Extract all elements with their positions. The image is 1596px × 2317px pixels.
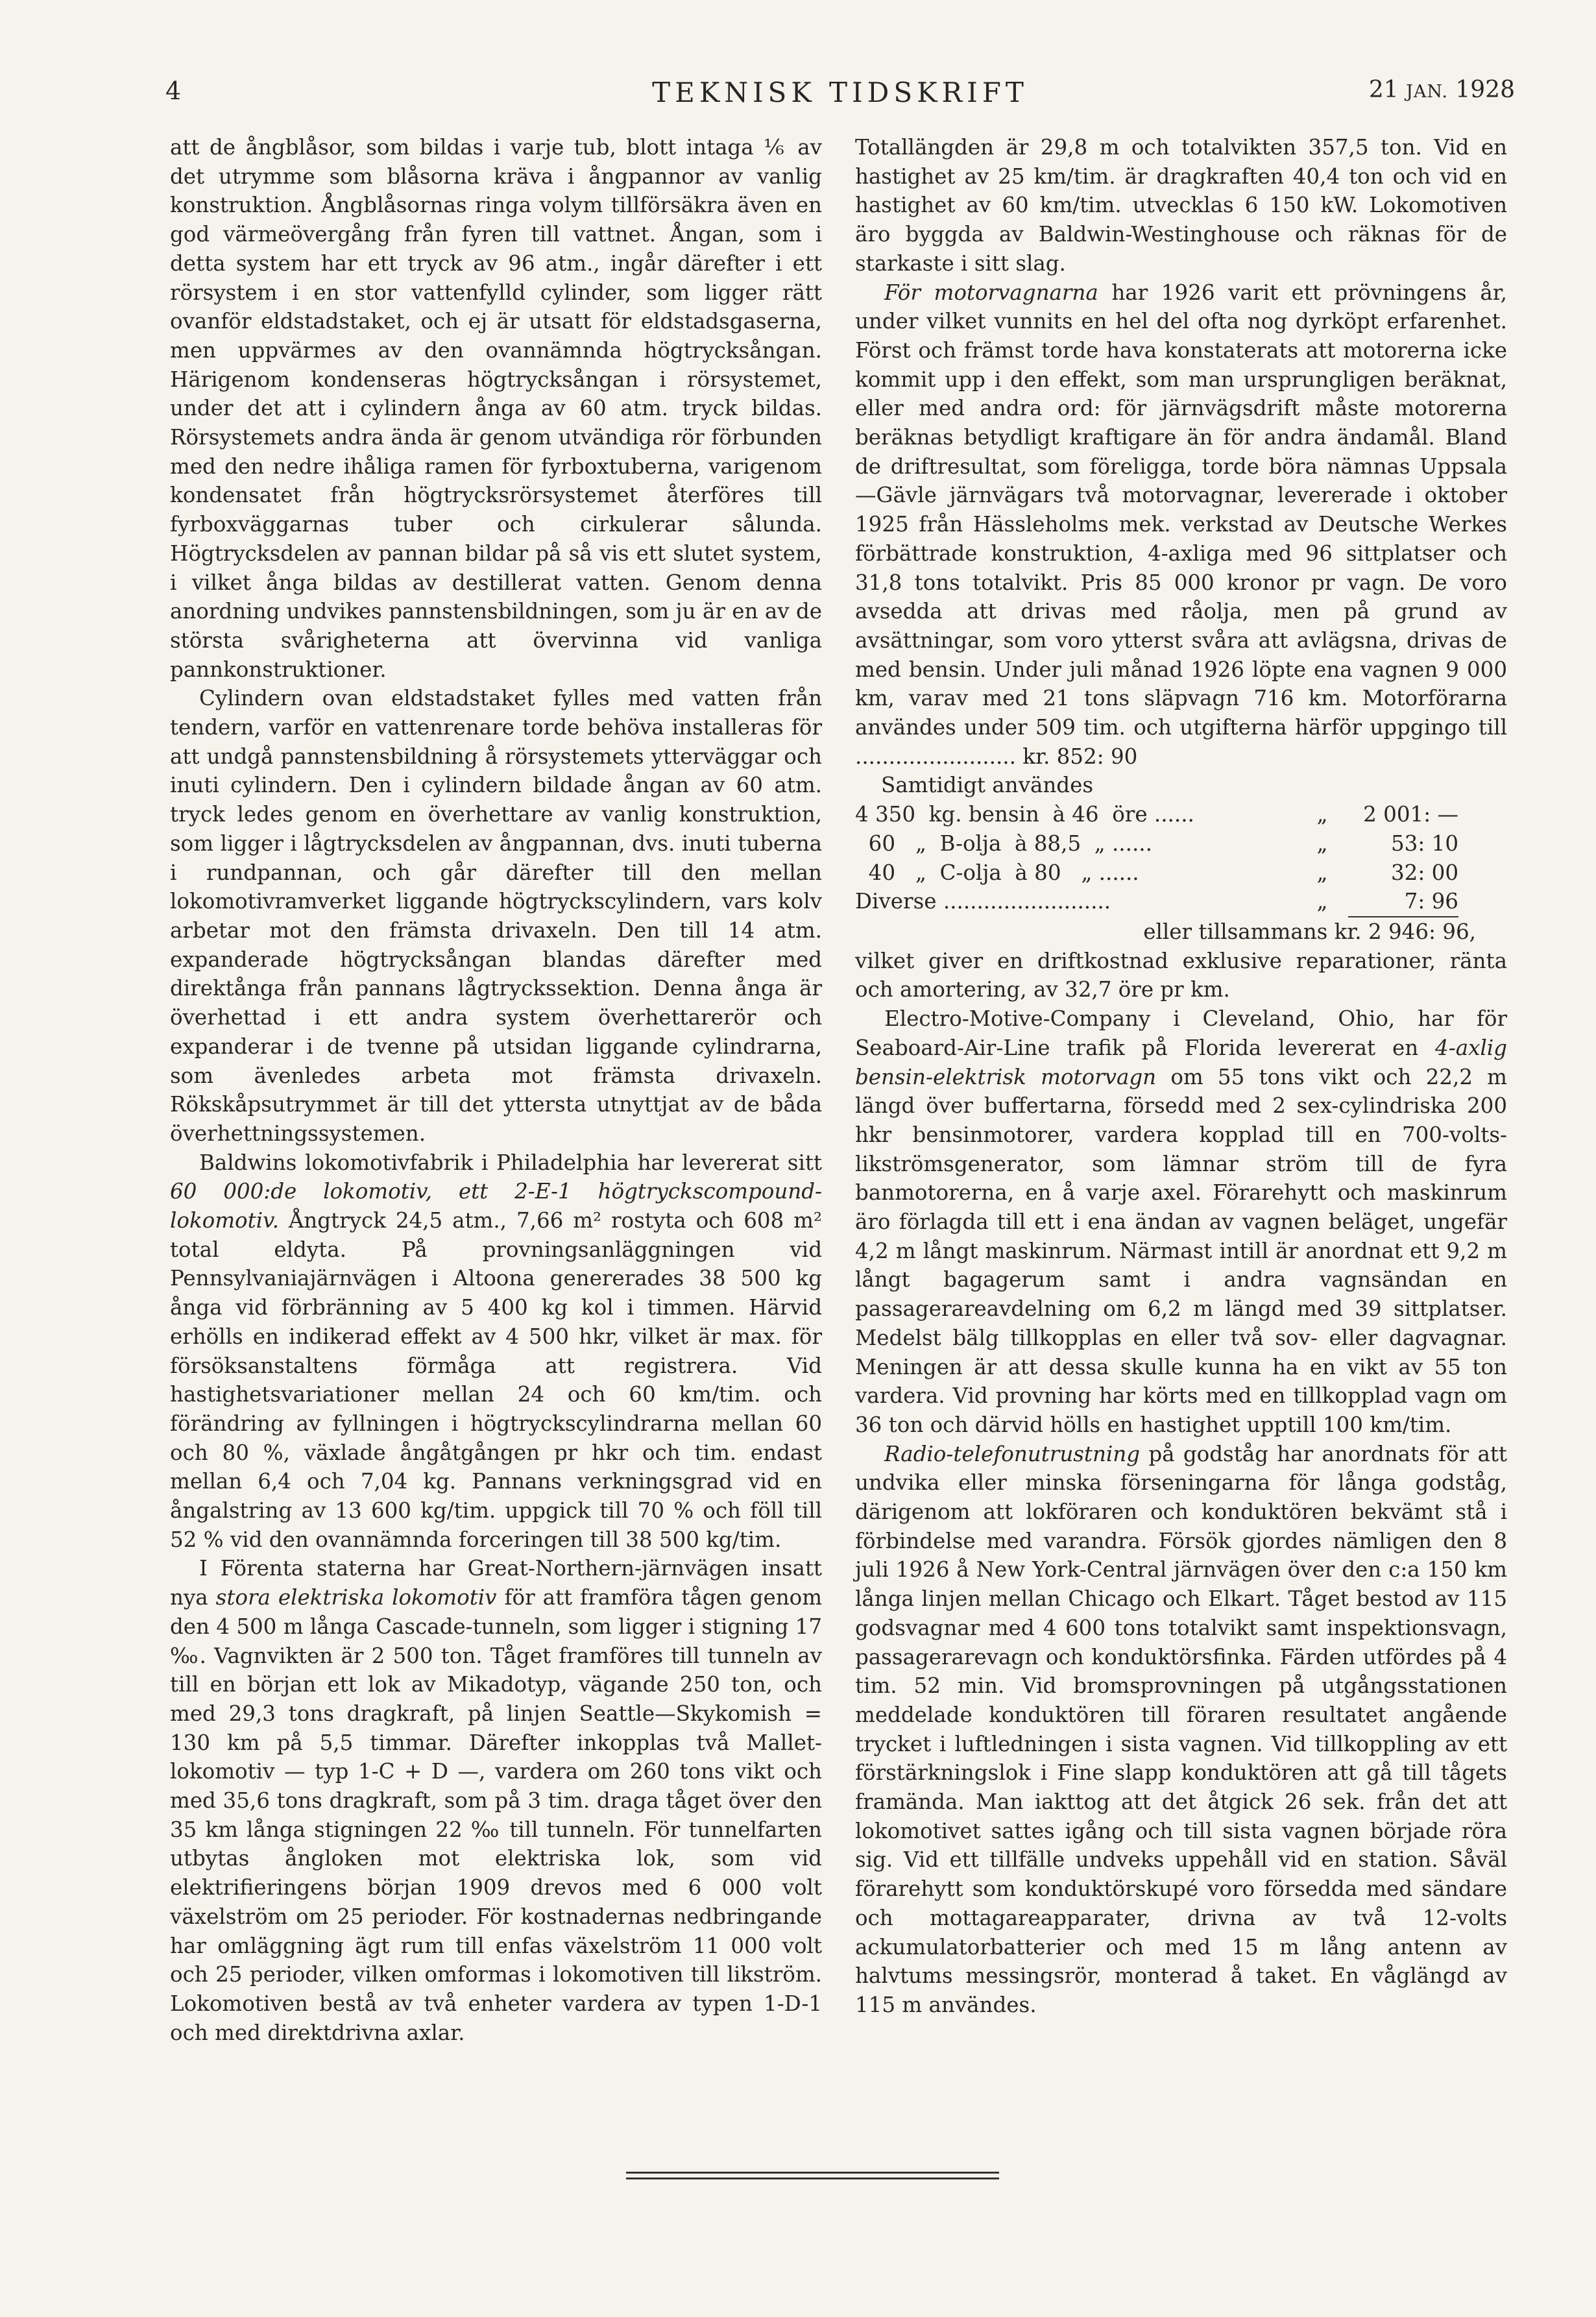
cost-table-row: 4 350 kg. bensin à 46 öre ...... „ 2 001: — [855, 802, 1458, 827]
paragraph-steam-bubbles: att de ångblåsor, som bildas i varje tub, blott intaga ⅙ av det utrymme som blåsorna kräva i ångpannor av vanlig konstruktion. Ångblåsornas ringa volym tillförsäkra även en god värmeövergång från fyren till vattnet. Ångan, som i detta system har ett tryck av 96 atm., ingår därefter i ett rörsystem i en stor vattenfylld cylinder, som ligger rätt ovanför eldstadstaket, och ej är utsatt för eldstadsgaserna, men uppvärmes av den ovannämnda högtrycksångan. Härigenom kondenseras högtrycksångan i rörsystemet, under det att i cylindern ånga av 60 atm. tryck bildas. Rörsystemets andra ända är genom utvändiga rör förbunden med den nedre ihåliga ramen för fyrboxtuberna, varigenom kondensatet från högtrycksrörsystemet återföres till fyrboxväggarnas tuber och cirkulerar sålunda. Högtrycksdelen av pannan bildar på så vis ett slutet system, i vilket ånga bildas av destillerat vatten. Genom denna anordning undvikes pannstensbildningen, som ju är en av de största svårigheterna att övervinna vid vanliga pannkonstruktioner. [170, 135, 822, 682]
emphasis-motor-car: 4-axlig bensin-elektrisk motorvagn [855, 1035, 1507, 1089]
paragraph-operating-cost: vilket giver en driftkostnad exklusive reparationer, ränta och amortering, av 32,7 öre pr km. [855, 948, 1507, 1002]
paragraph-great-northern: I Förenta staterna har Great-Northern-järnvägen insatt nya stora elektriska lokomotiv för att framföra tågen genom den 4 500 m långa Cascade-tunneln, som ligger i stigning 17 ‰. Vagnvikten är 2 500 ton. Tåget framföres till tunneln av till en början ett lok av Mikadotyp, vägande 250 ton, och med 29,3 tons dragkraft, på linjen Seattle—Skykomish = 130 km på 5,5 timmar. Därefter inkopplas två Mallet-lokomotiv — typ 1-C + D —, vardera om 260 tons vikt och med 35,6 tons dragkraft, som på 3 tim. draga tåget över den 35 km långa stigningen 22 ‰ till tunneln. För tunnelfarten utbytas ångloken mot elektriska lok, som vid elektrifieringens början 1909 drevos med 6 000 volt växelström om 25 perioder. För kostnadernas nedbringande har omläggning ägt rum till enfas växelström 11 000 volt och 25 perioder, vilken omformas i lokomotiven till likström. Lokomotiven bestå av två enheter vardera av typen 1-D-1 och med direktdrivna axlar. [170, 1556, 823, 2045]
paragraph-baldwin: Baldwins lokomotivfabrik i Philadelphia har levererat sitt 60 000:de lokomotiv, ett 2-E-1 högtryckscompound-lokomotiv. Ångtryck 24,5 atm., 7,66 m² rostyta och 608 m² total eldyta. På provningsanläggningen vid Pennsylvaniajärnvägen i Altoona genererades 38 500 kg ånga vid förbränning av 5 400 kg kol i timmen. Härvid erhölls en indikerad effekt av 4 500 hkr, vilket är max. för försöksanstaltens förmåga att registrera. Vid hastighetsvariationer mellan 24 och 60 km/tim. och förändring av fyllningen i högtryckscylindrarna mellan 60 och 80 %, växlade ångåtgången pr hkr och tim. endast mellan 6,4 och 7,04 kg. Pannans verkningsgrad vid en ångalstring av 13 600 kg/tim. uppgick till 70 % och föll till 52 % vid den ovannämnda forceringen till 38 500 kg/tim. [170, 1150, 822, 1552]
paragraph-cylinder: Cylindern ovan eldstadstaket fylles med vatten från tendern, varför en vattenrenare torde behöva installeras för att undgå pannstensbildning å rörsystemets ytterväggar och inuti cylindern. Den i cylindern bildade ångan av 60 atm. tryck ledes genom en överhettare av vanlig konstruktion, som ligger i lågtrycksdelen av ångpannan, dvs. inuti tuberna i rundpannan, och går därefter till den mellan lokomotivramverket liggande högtryckscylindern, vars kolv arbetar mot den främsta drivaxeln. Den till 14 atm. expanderade högtrycksångan blandas därefter med direktånga från pannans lågtryckssektion. Denna ånga är överhettad i ett andra system överhettarerör och expanderar i de tvenne på utsidan liggande cylindrarna, som ävenledes arbeta mot främsta drivaxeln. Rökskåpsutrymmet är till det yttersta utnyttjat av de båda överhettningssystemen. [170, 686, 822, 1146]
page-number: 4 [165, 77, 182, 105]
issue-date: 21 JAN. 1928 [1368, 77, 1515, 103]
paragraph-radio: Radio-telefonutrustning på godståg har anordnats för att undvika eller minska förseningarna för långa godståg, därigenom att lokföraren och konduktören bekvämt stå i förbindelse med varandra. Försök gjordes nämligen den 8 juli 1926 å New York-Central järnvägen över den c:a 150 km långa linjen mellan Chicago och Elkart. Tåget bestod av 115 godsvagnar med 4 600 tons totalvikt samt inspektionsvagn, passagerarevagn och konduktörsfinka. Färden utfördes på 4 tim. 52 min. Vid bromsprovningen på utgångsstationen meddelade konduktören till föraren resultatet angående trycket i luftledningen i sista vagnen. Vid tillkoppling av ett förstärkningslok i Fine slapp konduktören att gå till tågets framända. Man iakttog att det åtgick 26 sek. från det att lokomotivet sattes igång och till sista vagnen började röra sig. Vid ett tillfälle undveks uppehåll vid en station. Såväl förarehytt som konduktörskupé voro försedda med sändare och mottagareapparater, drivna av två 12-volts ackumulatorbatterier och med 15 m lång antenn av halvtums messingsrör, monterad å taket. En våglängd av 115 m användes. [855, 1441, 1507, 2017]
cost-table-total: eller tillsammans kr. 2 946: 96, [1143, 919, 1476, 944]
paragraph-locomotive-totals: Totallängden är 29,8 m och totalvikten 357,5 ton. Vid en hastighet av 25 km/tim. är dragkraften 40,4 ton och vid en hastighet av 60 km/tim. utvecklas 6 150 kW. Lokomotiven äro byggda av Baldwin-Westinghouse och räknas för de starkaste i sitt slag. [855, 135, 1507, 276]
emphasis-radio: Radio-telefonutrustning [884, 1441, 1141, 1466]
end-rule [626, 2177, 999, 2179]
running-header [165, 77, 1515, 115]
cost-table-row: 60 „ B-olja à 88,5 „ ...... „ 53: 10 [855, 831, 1458, 856]
left-column [170, 133, 822, 2047]
cost-table-row: 40 „ C-olja à 80 „ ...... „ 32: 00 [855, 860, 1458, 885]
paragraph-motor-cars: För motorvagnarna har 1926 varit ett prövningens år, under vilket vunnits en hel del ofta nog dyrköpt erfarenhet. Först och främst torde hava konstaterats att motorerna icke kommit upp i den effekt, som man ursprungligen beräknat, eller med andra ord: för järnvägsdrift måste motorerna beräknas betydligt kraftigare än för andra ändamål. Bland de driftresultat, som föreligga, torde böra nämnas Uppsala—Gävle järnvägars två motorvagnar, levererade i oktober 1925 från Hässleholms mek. verkstad av Deutsche Werkes förbättrade konstruktion, 4-axliga med 96 sittplatser och 31,8 tons totalvikt. Pris 85 000 kronor pr vagn. De voro avsedda att drivas med råolja, men på grund av avsättningar, som voro ytterst svåra att avlägsna, drivas de med bensin. Under juli månad 1926 löpte ena vagnen 9 000 km, varav med 21 tons släpvagn 716 km. Motorförarna användes under 509 tim. och utgifterna härför uppgingo till ........................ kr. 852: 90 [855, 280, 1507, 769]
cost-table-intro: Samtidigt användes [881, 773, 1093, 798]
end-rule [626, 2172, 999, 2174]
emphasis-electric-locomotives: stora elektriska lokomotiv [215, 1585, 497, 1610]
right-column [855, 133, 1507, 2020]
paragraph-electro-motive: Electro-Motive-Company i Cleveland, Ohio, har för Seaboard-Air-Line trafik på Florida levererat en 4-axlig bensin-elektrisk motorvagn om 55 tons vikt och 22,2 m längd över buffertarna, försedd med 2 sex-cylindriska 200 hkr bensinmotorer, vardera kopplad till en 700-volts-likströmsgenerator, som lämnar ström till de fyra banmotorerna, en å varje axel. Förarehytt och maskinrum äro förlagda till ett i ena ändan av vagnen beläget, ungefär 4,2 m långt maskinrum. Närmast intill är anordnat ett 9,2 m långt bagagerum samt i andra vagnsändan en passagerareavdelning om 6,2 m längd med 39 sittplatser. Medelst bälg tillkopplas en eller två sov- eller dagvagnar. Meningen är att dessa skulle kunna ha en vikt av 55 ton vardera. Vid provning har körts med en tillkopplad vagn om 36 ton och därvid hölls en hastighet upptill 100 km/tim. [855, 1006, 1507, 1437]
cost-table-row: Diverse ......................... „ 7: 96 [855, 887, 1507, 917]
cost-table [855, 771, 1507, 946]
emphasis-motor-cars: För motorvagnarna [884, 280, 1098, 305]
journal-title: TEKNISK TIDSKRIFT [652, 77, 1028, 108]
emphasis-baldwin-locomotive: 60 000:de lokomotiv, ett 2-E-1 högtryckscompound-lokomotiv. [170, 1179, 822, 1233]
